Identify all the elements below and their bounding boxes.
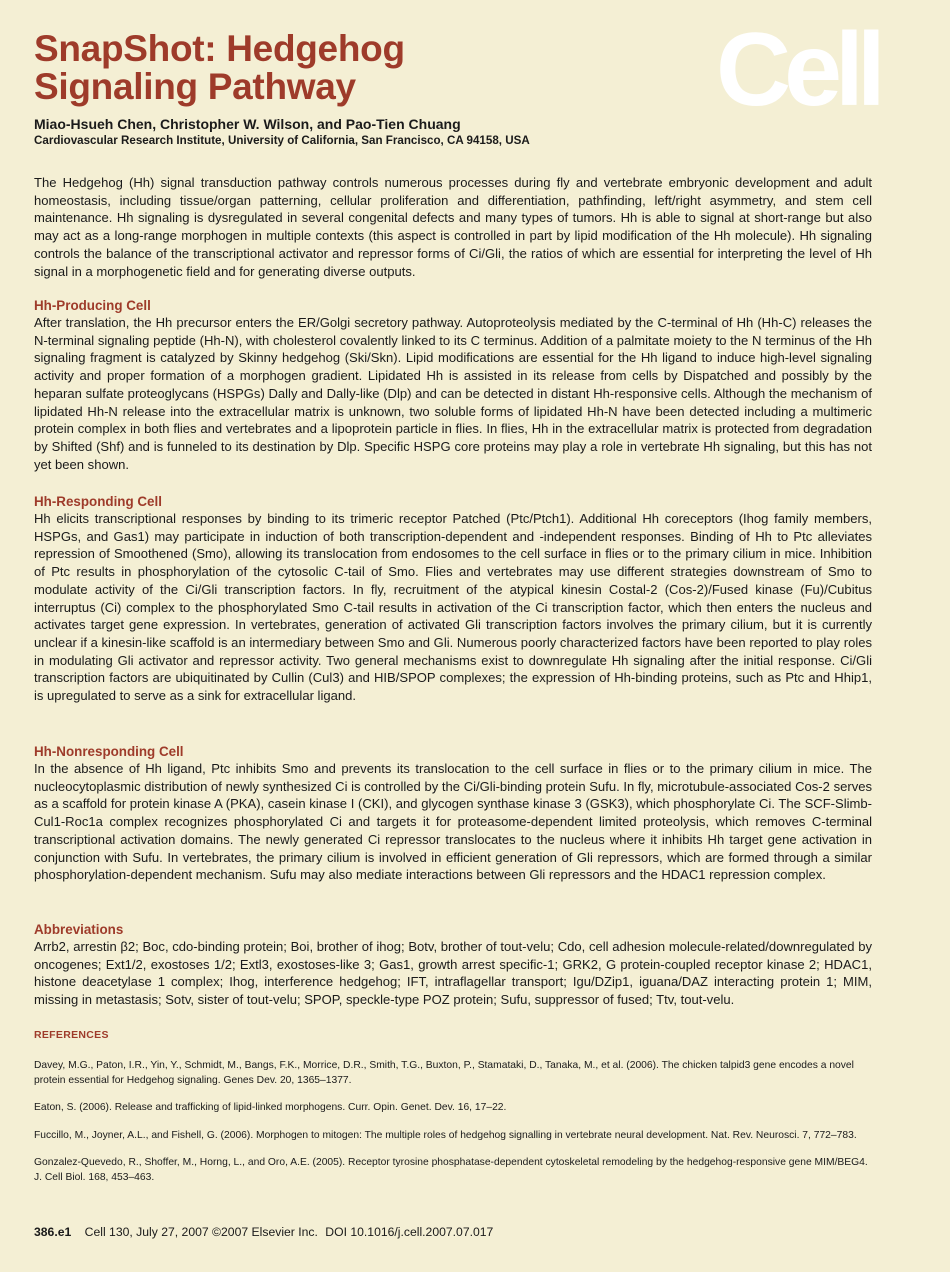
- section-text: In the absence of Hh ligand, Ptc inhibits Smo and prevents its translocation to the cell surface in flies or to the primary cilium in mice. The nucleocytoplasmic distribution of newly synthesized Ci is controlled by the Ci/Gli-binding protein Sufu. In fly, microtubule-associated Cos-2 serves as a scaffold for protein kinase A (PKA), casein kinase I (CKI), and glycogen synthase kinase 3 (GSK3), which phosphorylate Ci. The SCF-Slimb-Cul1-Roc1a complex recognizes phosphorylated Ci and targets it for proteasome-dependent limited proteolysis, which removes C-terminal transcriptional activation domains. The newly generated Ci repressor translocates to the nucleus where it inhibits Hh target gene activation in conjunction with Sufu. In vertebrates, the primary cilium is involved in efficient generation of Gli repressors, which are formed through a similar phosphorylation-dependent mechanism. Sufu may also mediate interactions between Gli repressors and the HDAC1 repression complex.: [34, 761, 872, 883]
- page-footer: [34, 1225, 497, 1239]
- reference-item: Fuccillo, M., Joyner, A.L., and Fishell, G. (2006). Morphogen to mitogen: The multiple roles of hedgehog signalling in vertebrate neural development. Nat. Rev. Neurosci. 7, 772–783.: [34, 1129, 857, 1141]
- section-hh-nonresponding: [34, 743, 872, 884]
- references: [34, 1029, 872, 1198]
- section-text: Arrb2, arrestin β2; Boc, cdo-binding protein; Boi, brother of ihog; Botv, brother of tout-velu; Cdo, cell adhesion molecule-related/downregulated by oncogenes; Ext1/2, exostoses 1/2; Extl3, exostoses-like 3; Gas1, growth arrest specific-1; GRK2, G protein-coupled receptor kinase 2; HDAC1, histone deacetylase 1 complex; Ihog, interference hedgehog; IFT, intraflagellar transport; Igu/DZip1, iguana/DAZ interacting protein 1; MIM, missing in metastasis; Sotv, sister of tout-velu; SPOP, speckle-type POZ protein; Sufu, suppressor of fused; Ttv, tout-velu.: [34, 939, 872, 1008]
- intro-paragraph: The Hedgehog (Hh) signal transduction pathway controls numerous processes during fly and vertebrate embryonic development and adult homeostasis, including tissue/organ patterning, cellular proliferation and differentiation, pathfinding, left/right asymmetry, and stem cell maintenance. Hh signaling is dysregulated in several congenital defects and many types of tumors. Hh is able to signal at short-range but also may act as a long-range morphogen in multiple contexts (this aspect is controlled in part by lipid modification of the Hh molecule). Hh signaling controls the balance of the transcriptional activator and repressor forms of Ci/Gli, the ratios of which are essential for interpreting the level of Hh signal in a morphogenetic field and for generating diverse outputs.: [34, 175, 872, 279]
- authors: Miao-Hsueh Chen, Christopher W. Wilson, and Pao-Tien Chuang: [34, 116, 461, 132]
- section-hh-producing: [34, 297, 872, 473]
- affiliation: Cardiovascular Research Institute, University of California, San Francisco, CA 94158, USA: [34, 134, 530, 147]
- reference-item: Gonzalez-Quevedo, R., Shoffer, M., Horng, L., and Oro, A.E. (2005). Receptor tyrosine phosphatase-dependent cytoskeletal remodeling by the hedgehog-responsive gene MIM/BEG4. J. Cell Biol. 168, 453–463.: [34, 1157, 868, 1183]
- section-heading: Hh-Responding Cell: [34, 494, 162, 509]
- section-text: After translation, the Hh precursor enters the ER/Golgi secretory pathway. Autoproteolysis mediated by the C-terminal of Hh (Hh-C) releases the N-terminal signaling peptide (Hh-N), with cholesterol covalently linked to its C terminus. Addition of a palmitate moiety to the N terminus of the Hh signaling fragment is catalyzed by Skinny hedgehog (Ski/Skn). Lipid modifications are essential for the Hh ligand to induce high-level signaling activity and proper formation of a morphogen gradient. Lipidated Hh is assisted in its release from cells by Dispatched and possibly by the heparan sulfate proteoglycans (HSPGs) Dally and Dally-like (Dlp) and can be detected in distant Hh-responsive cells. Although the mechanism of lipidated Hh-N release into the extracellular matrix is unknown, two soluble forms of lipidated Hh-N have been detected including a multimeric protein complex in both flies and vertebrates and a lipoprotein particle in flies. In flies, Hh in the extracellular matrix is protected from degradation by Shifted (Shf) and is funneled to its destination by Dlp. Specific HSPG core proteins may play a role in vertebrate Hh signaling, but this has not yet been shown.: [34, 315, 872, 472]
- section-text: Hh elicits transcriptional responses by binding to its trimeric receptor Patched (Ptc/Ptch1). Additional Hh coreceptors (Ihog family members, HSPGs, and Gas1) may participate in induction of both transcription-dependent and -independent responses. Binding of Hh to Ptc alleviates repression of Smoothened (Smo), allowing its translocation from endosomes to the cell surface in flies or to the primary cilium in mice. Inhibition of Ptc results in phosphorylation of the cytosolic C-tail of Smo. Flies and vertebrates may use different strategies downstream of Smo to modulate activity of the Ci/Gli transcription factors. In fly, recruitment of the atypical kinesin Costal-2 (Cos-2)/Fused kinase (Fu)/Cubitus interruptus (Ci) complex to the phosphorylated Smo C-tail results in activation of the Ci transcription factor, which then enters the nucleus and activates target gene expression. In vertebrates, generation of activated Gli transcription factors involves the primary cilium, but it is currently unclear if a kinesin-like scaffold is an intermediary between Smo and Gli. Numerous poorly characterized factors have been reported to play roles in modulating Gli activator and repressor activity. Two general mechanisms exist to downregulate Hh signaling after the initial response. Ci/Gli transcription factors are ubiquitinated by Cullin (Cul3) and HIB/SPOP complexes; the expression of Hh-binding proteins, such as Ptc and Hhip1, is upregulated to serve as a sink for extracellular ligand.: [34, 511, 872, 704]
- doi: DOI 10.1016/j.cell.2007.07.017: [325, 1225, 494, 1239]
- title-line-1: SnapShot: Hedgehog: [34, 28, 405, 69]
- section-heading: Hh-Nonresponding Cell: [34, 744, 184, 759]
- cell-logo: Cell: [716, 12, 879, 128]
- section-heading: Hh-Producing Cell: [34, 298, 151, 313]
- section-hh-responding: [34, 493, 872, 705]
- references-heading: REFERENCES: [34, 1029, 109, 1041]
- section-heading: Abbreviations: [34, 922, 124, 937]
- reference-item: Davey, M.G., Paton, I.R., Yin, Y., Schmidt, M., Bangs, F.K., Morrice, D.R., Smith, T.G., Buxton, P., Stamataki, D., Tanaka, M., et al. (2006). The chicken talpid3 gene encodes a novel protein essential for Hedgehog signaling. Genes Dev. 20, 1365–1377.: [34, 1060, 854, 1086]
- section-abbreviations: [34, 921, 872, 1009]
- journal-citation: Cell 130, July 27, 2007 ©2007 Elsevier Inc.: [84, 1225, 318, 1239]
- title-line-2: Signaling Pathway: [34, 66, 356, 107]
- page-number: 386.e1: [34, 1225, 72, 1239]
- reference-item: Eaton, S. (2006). Release and trafficking of lipid-linked morphogens. Curr. Opin. Genet. Dev. 16, 17–22.: [34, 1102, 507, 1113]
